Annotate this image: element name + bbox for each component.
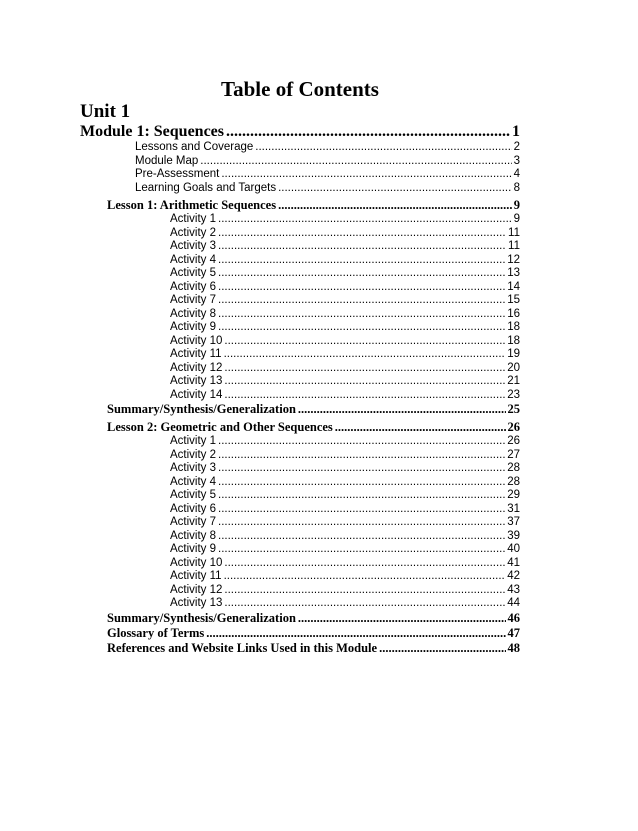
toc-entry[interactable] [107, 611, 520, 626]
toc-entry-label: Activity 14 [170, 388, 223, 401]
toc-entry-label: Activity 9 [170, 543, 217, 555]
toc-entry[interactable] [135, 182, 520, 196]
unit-heading: Unit 1 [80, 101, 131, 122]
toc-page-number: 14 [507, 280, 520, 293]
toc-page-number: 25 [507, 402, 520, 416]
toc-page-number: 43 [507, 583, 520, 596]
dot-leader [255, 141, 511, 155]
dot-leader [298, 402, 506, 417]
toc-entry-label: Learning Goals and Targets [135, 181, 277, 194]
toc-page-number: 42 [507, 570, 520, 582]
toc-entry[interactable] [170, 213, 520, 227]
toc-entry-label: Activity 1 [170, 435, 217, 447]
toc-entry-label: Activity 7 [170, 294, 217, 306]
toc-page-number: 21 [507, 375, 520, 387]
dot-leader [218, 321, 505, 335]
toc-entry[interactable] [170, 449, 520, 463]
toc-entry-label: Activity 10 [170, 334, 223, 347]
toc-entry-label: Activity 5 [170, 267, 217, 279]
toc-entry-label: Lesson 2: Geometric and Other Sequences [107, 420, 333, 434]
dot-leader [224, 335, 505, 349]
toc-page-number: 47 [507, 625, 520, 640]
toc-page-number: 28 [507, 475, 520, 488]
toc-page-number: 20 [507, 361, 520, 374]
toc-page-number: 31 [507, 502, 520, 515]
toc-entry-label: Lesson 1: Arithmetic Sequences [107, 198, 277, 212]
toc-entry[interactable] [170, 227, 520, 241]
dot-leader [218, 267, 505, 281]
toc-entry-label: Activity 7 [170, 516, 217, 528]
toc-page-number: 28 [507, 462, 520, 474]
page-title: Table of Contents [221, 77, 379, 101]
dot-leader [335, 420, 506, 435]
toc-entry[interactable] [170, 321, 520, 335]
toc-entry-label: Activity 6 [170, 502, 217, 515]
dot-leader [218, 240, 506, 254]
toc-page-number: 2 [513, 141, 520, 153]
toc-entry-label: Activity 5 [170, 489, 217, 501]
dot-leader [224, 584, 505, 598]
toc-page-number: 37 [507, 516, 520, 528]
toc-entry[interactable] [170, 294, 520, 308]
dot-leader [224, 570, 506, 584]
toc-entry[interactable] [170, 240, 520, 254]
dot-leader [278, 198, 512, 213]
dot-leader [224, 557, 505, 571]
toc-entry[interactable] [107, 626, 520, 641]
dot-leader [206, 626, 505, 641]
toc-entry-label: References and Website Links Used in this Module [107, 640, 378, 655]
toc-page-number: 11 [508, 226, 520, 239]
toc-page-number: 3 [513, 154, 520, 167]
toc-page-number: 26 [507, 420, 520, 434]
toc-entry[interactable] [107, 402, 520, 417]
toc-entry-label: Activity 12 [170, 361, 223, 374]
toc-entry[interactable] [170, 530, 520, 544]
toc-page-number: 19 [507, 348, 520, 360]
toc-entry[interactable] [170, 335, 520, 349]
toc-page-number: 18 [507, 334, 520, 347]
toc-entry-label: Activity 8 [170, 307, 217, 320]
dot-leader [218, 281, 505, 295]
toc-entry-label: Activity 8 [170, 529, 217, 542]
toc-entry[interactable] [80, 123, 520, 141]
dot-leader [224, 375, 505, 389]
toc-entry[interactable] [170, 254, 520, 268]
toc-entry-label: Pre-Assessment [135, 168, 220, 180]
toc-entry[interactable] [170, 557, 520, 571]
toc-entry[interactable] [135, 168, 520, 182]
toc-entry[interactable] [135, 155, 520, 169]
toc-entry-label: Activity 11 [170, 348, 222, 360]
toc-page-number: 8 [513, 181, 520, 194]
dot-leader [224, 597, 505, 611]
toc-entry-label: Summary/Synthesis/Generalization [107, 402, 296, 416]
toc-entry[interactable] [170, 348, 520, 362]
toc-page-number: 29 [507, 489, 520, 501]
toc-entry-label: Summary/Synthesis/Generalization [107, 610, 296, 625]
toc-entry[interactable] [170, 476, 520, 490]
toc-entry[interactable] [107, 420, 520, 435]
toc-page-number: 23 [507, 388, 520, 401]
toc-entry[interactable] [107, 198, 520, 213]
dot-leader [379, 641, 505, 656]
toc-entry-label: Module 1: Sequences [80, 123, 224, 140]
toc-page-number: 9 [513, 213, 520, 225]
toc-page-number: 4 [513, 168, 520, 180]
dot-leader [298, 611, 506, 626]
toc-entry-label: Activity 6 [170, 280, 217, 293]
dot-leader [218, 516, 505, 530]
dot-leader [218, 449, 505, 463]
toc-page-number: 40 [507, 543, 520, 555]
dot-leader [224, 389, 505, 403]
dot-leader [278, 182, 512, 196]
dot-leader [218, 254, 505, 268]
toc-page-number: 12 [507, 253, 520, 266]
toc-entry-label: Activity 3 [170, 240, 217, 252]
dot-leader [221, 168, 511, 182]
dot-leader [218, 294, 505, 308]
dot-leader [218, 489, 505, 503]
toc-entry-label: Activity 4 [170, 475, 217, 488]
toc-page-number: 11 [508, 240, 520, 252]
toc-entry[interactable] [170, 597, 520, 611]
toc-page-number: 44 [507, 597, 520, 609]
dot-leader [218, 530, 505, 544]
toc-page-number: 16 [507, 307, 520, 320]
dot-leader [218, 227, 506, 241]
dot-leader [224, 362, 505, 376]
toc-entry-label: Activity 4 [170, 253, 217, 266]
toc-entry-label: Activity 1 [170, 213, 217, 225]
dot-leader [200, 155, 511, 169]
dot-leader [226, 123, 510, 141]
toc-entry-label: Activity 2 [170, 226, 217, 239]
toc-entry[interactable] [170, 462, 520, 476]
toc-page-number: 46 [507, 610, 520, 625]
toc-entry[interactable] [107, 641, 520, 656]
toc-entry[interactable] [170, 375, 520, 389]
toc-entry-label: Activity 3 [170, 462, 217, 474]
toc-entry-label: Activity 13 [170, 597, 223, 609]
toc-entry[interactable] [170, 281, 520, 295]
dot-leader [218, 503, 505, 517]
toc-entry[interactable] [170, 435, 520, 449]
toc-page-number: 48 [507, 640, 520, 655]
toc-entry-label: Lessons and Coverage [135, 141, 254, 153]
toc-entry[interactable] [170, 503, 520, 517]
toc-page-number: 41 [507, 556, 520, 569]
toc-page-number: 18 [507, 321, 520, 333]
toc-entry-label: Activity 12 [170, 583, 223, 596]
dot-leader [224, 348, 506, 362]
toc-entry[interactable] [170, 570, 520, 584]
toc-entry[interactable] [170, 516, 520, 530]
toc-entry[interactable] [170, 308, 520, 322]
toc-entry-label: Activity 13 [170, 375, 223, 387]
toc-page-number: 13 [507, 267, 520, 279]
dot-leader [218, 462, 505, 476]
toc-entry[interactable] [170, 267, 520, 281]
toc-entry-label: Activity 9 [170, 321, 217, 333]
toc-entry-label: Module Map [135, 154, 199, 167]
toc-entry[interactable] [170, 489, 520, 503]
toc-page-number: 1 [512, 123, 520, 140]
toc-entry-label: Activity 10 [170, 556, 223, 569]
dot-leader [218, 476, 505, 490]
toc-page-number: 9 [513, 198, 520, 212]
dot-leader [218, 435, 505, 449]
toc-page-number: 26 [507, 435, 520, 447]
dot-leader [218, 213, 512, 227]
toc-entry[interactable] [170, 362, 520, 376]
dot-leader [218, 543, 505, 557]
toc-page-number: 27 [507, 448, 520, 461]
toc-entry[interactable] [170, 543, 520, 557]
dot-leader [218, 308, 505, 322]
toc-entry[interactable] [170, 584, 520, 598]
toc-entry[interactable] [170, 389, 520, 403]
toc-entry-label: Activity 2 [170, 448, 217, 461]
toc-entry-label: Glossary of Terms [107, 625, 205, 640]
toc-page-number: 39 [507, 529, 520, 542]
toc-entry[interactable] [135, 141, 520, 155]
toc-entry-label: Activity 11 [170, 570, 222, 582]
toc-page-number: 15 [507, 294, 520, 306]
